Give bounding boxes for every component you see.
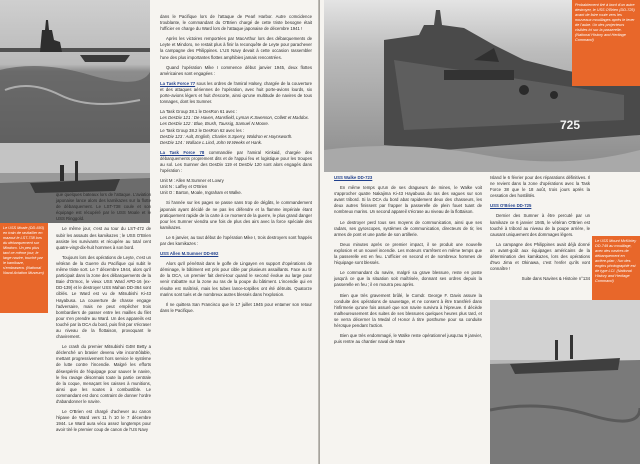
paragraph: Le commandant du navire, malgré sa grave blessure, reste en poste jusqu'à ce que la situation soit maîtrisée, donnant ses ordres depuis la passerelle en feu ; il en mourra peu après. (334, 270, 482, 288)
left-column-2 (160, 14, 312, 462)
section-heading: USS O'Brien DD-725 (490, 203, 532, 209)
paragraph: commandée par l'amiral Kinkaid, chargée des débarquements proprement dits et de l'appui feu et logistique pour les troupes au sol. Les Sumner des DesDiv 119 et DesDiv 120 sont alors engagés dans l'opération : (160, 149, 312, 174)
list-item: Unit M : Allen M.Sumner et Lowry (160, 178, 224, 184)
paragraph: Le crash du premier Mitsubishi G4M Betty a déclenché un brasier devenu vite incontrôlable, mettant progressivement hors service le système de lutte contre l'incendie. Malgré les efforts désespérés de l'équipage pour sauver le navire, le feu ravage désormais toute la partie centrale de la coque, menaçant les caisses à munitions, ainsi que les soutes à combustible. Le commandant est donc contraint de donner l'ordre d'abandonner le navire. (56, 344, 151, 404)
paragraph: Il ne quittera San Francisco que le 17 juillet 1945 pour entamer son retour dans le Pacifique. (160, 301, 312, 313)
ship-photo-bottom-right (490, 300, 640, 464)
paragraph: Le même jour, c'est au tour du LST-472 de subir les assauts des kamikazes ; le USS O'Brien assiste les survivants et récupère au total cent quatre-vingt-dix-huit hommes à son bord. (56, 226, 151, 250)
hull-number: 725 (560, 118, 581, 132)
list-item: Unit N : Laffey et O'Brien (160, 184, 208, 190)
paragraph: Le O'Brien est chargé d'achever au canon l'épave de Ward vers 11 h 10 le 7 décembre 1944. Le Ward aura vécu assez longtemps pour avoir tiré le premier coup de canon de l'US Navy (56, 409, 151, 433)
paragraph: sous les ordres de l'amiral Halsey, chargée de la couverture et des attaques aériennes de l'opération, avec huit porte-avions lourds, six porte-avions légers et huit d'escorte, ainsi qu'une multitude de navires de tous tonnages, dont les Sumner. (160, 80, 312, 105)
right-bottom-caption: Le USS Mount McKinley DD-749 au mouillage, avec des navires de débarquement en arrière-plan ; l'un des engins photographié est de type LCI. (National History and Heritage Command) (592, 236, 640, 300)
right-page (320, 0, 640, 464)
list-item: Les DesDiv 121 : De Haven, Mansfield, Lyman K.Swenson, Collett et Maddox. (160, 115, 309, 121)
paragraph: Alors qu'il pénétrait dans le golfe de Lingayen en support d'opérations de déminage, le bâtiment est pris pour cible par plusieurs assaillants. Face au tir de la DCA, un premier fait demi-tour quand le second évolue au large pour venir s'abattre sur la zone au ras de la poupe du bâtiment. L'incendie qui en résulte est maîtrisé, mais les tubes lance-torpilles ont été détruits. Quatorze marins sont tués et de nombreux autres blessés dans l'explosion. (160, 261, 312, 297)
paragraph: Deux minutes après ce premier impact, il se produit une nouvelle explosion et un nouvel incendie. Les moteurs s'arrêtent en même temps que la passerelle est en feu. L'officier en second et de nombreux hommes de l'équipage sont blessés. (334, 241, 482, 266)
paragraph: La campagne des Philippines avait déjà donné un avant-goût aux équipages américains de la détermination des kamikazes, lors des opérations d'Iwo Jima et Okinawa, c'est l'enfer qu'ils vont connaître ! (490, 241, 590, 272)
paragraph: Bien que très endommagé, le Walke reste opérationnel jusqu'au 9 janvier, puis rentre au chantier naval de Mare (334, 333, 482, 345)
unit-list (160, 178, 312, 196)
paragraph: Dernier des Sumner à être percuté par un kamikaze ce 6 janvier 1945, le vétéran O'Brien est touché à tribord au niveau de la poupe arrière, le causant uniquement des dommages légers. (490, 213, 590, 237)
list-item: Le Task Group 38.2 le DesRon 62 avec les : (160, 127, 244, 133)
list-item: DesDiv 124 : Wallace L.Lind, John W.Weeks et Hank. (160, 139, 263, 145)
right-column-1 (334, 175, 482, 462)
list-item: Unit O : Barton, Moale, Ingraham et Walke. (160, 190, 242, 196)
list-item: DesDiv 123 : Ault, English, Charles S.Sperry, Waldron et Haynsworth. (160, 133, 293, 139)
destroyer-list (160, 109, 312, 146)
section-heading: USS Allen M.Sumner DD-692 (160, 251, 219, 257)
paragraph: Island le 6 février pour des réparations définitives. Il ne revient dans la zone d'opérations avec la Task Force 38 que le 18 août, trois jours après la cessation des hostilités. (490, 175, 590, 199)
paragraph: Après les victoires remportées par MacArthur lors des débarquements de Leyte et Mindoro, ne restait plus à finir la reconquête de Leyte pour parachever la campagne des Philippines. L'US Navy devait à cette occasion rassembler l'une des plus importantes flottes amphibies jamais rencontrées. (160, 36, 312, 60)
paragraph: Toujours lors des opérations de Leyte, c'est un vétéran de la Guerre du Pacifique qui subit le même triste sort. Le 7 décembre 1944, alors qu'il participait dans la zone des débarquements de la Baie d'Ormoc, le vieux USS Ward APD-16 (ex-DD-139) et le destroyer USS Mahan DD-364 sont ciblés. Le Ward est vu de Mitsubishi Ki-43 Hayabusa. La couverture de chasse engage l'adversaire, mais ne peut empêcher trois bombardiers de passer entre les mailles du filet pour s'en prendre au Ward. Un des appareils est touché par la DCA du bord, puis finit par s'écraser au niveau de la flottaison, provoquant le chavirement. (56, 254, 151, 340)
paragraph: dans le Pacifique lors de l'attaque de Pearl Harbor. Autre coïncidence troublante, le commandant du O'Brien chargé de cette triste besogne était l'officier en charge du Ward lors de l'attaque japonaise de décembre 1941 ! (160, 14, 312, 32)
paragraph: Quand l'opération Mike I commence début janvier 1945, deux flottes américaines sont engagées : (160, 64, 312, 76)
paragraph: En même temps qu'un de ses dragueurs de mines, le Walke voit s'approcher quatre Nakajima Ki-43 Hayabusa du ras des vagues sur son avant tribord. Si la DCA du bord abat rapidement deux des chasseurs, les deux autres finissent par frapper la passerelle de plein fouet tuant de nombreux marins. Un second appareil s'écrase au niveau de la flottaison. (334, 185, 482, 215)
ship-photo-top-left (0, 0, 150, 143)
right-top-caption: Probablement tiré à bord d'un autre destroyer, le USS O'Brien (DD-725) avant de faire route vers les nouveaux mouillages après le lever de l'aube. Un des projecteurs visibles ici sur la passerelle. (National History and Heritage Command) (572, 0, 640, 86)
paragraph: Si l'année sur les pages se passe sans trop de dégâts, le commandement japonais ayant décidé de ne pas les défendre et la flamme impériale étant pratiquement rapide de la carte à ce moment de la guerre, le plus grand danger pour les Sumner viendra une fois de plus des airs avec la force spéciale des kamikazes. (160, 200, 312, 230)
paragraph: Le 6 janvier, au tout début de l'opération Mike I, trois destroyers sont frappés par des kamikazes : (160, 234, 312, 246)
left-photo-caption: Le USS Moale (DD-693) en train de ravitailler en mazout le LST-738 lors du débarquement sur Mindoro. Un peu plus tard ce même jour, le large navire, touché par le kamikaze, s'embrasera. (National Naval Aviation Museum) (0, 223, 48, 313)
paragraph: que quelques bateaux lors de l'attaque. L'aviation japonaise lance alors des kamikazes sur la flotte de débarquement. Le LST-738 coule et son équipage est récupéré par le USS Moale et le USS Ringgold. (56, 192, 151, 222)
continued-note: Suite dans Navires & Histoire n°134 (521, 276, 590, 282)
list-item: Les DesDiv 122 : Blue, Brush, Taussig, Samuel N.Moore. (160, 121, 269, 127)
list-item: La Task Group 38.1 le DesRon 61 avec : (160, 109, 238, 115)
section-heading: USS Walke DD-723 (334, 175, 373, 180)
section-heading: La Task Force 77 (160, 80, 196, 86)
paragraph: Bien que très gravement brûlé, le Comdr. George F. Davis assure la conduite des opérations de sauvetage, et ne consent à être transféré dans l'infirmerie qu'une fois assuré que son navire survivra à l'épreuve. Il décède malheureusement des suites de ses blessures quelques heures plus tard, et se verra décerner la Medal of Honor à titre posthume pour sa conduite héroïque pendant l'action. (334, 292, 482, 328)
paragraph: Le destroyer perd tous ses moyens de communication, ainsi que ses radars, ses gyroscopes, systèmes de communication, directeurs de tir, les armes de pont et une partie de son artillerie. (334, 219, 482, 237)
right-column-2 (490, 175, 590, 295)
left-column-1 (56, 192, 151, 462)
section-heading: La Task Force 78 (160, 149, 205, 155)
